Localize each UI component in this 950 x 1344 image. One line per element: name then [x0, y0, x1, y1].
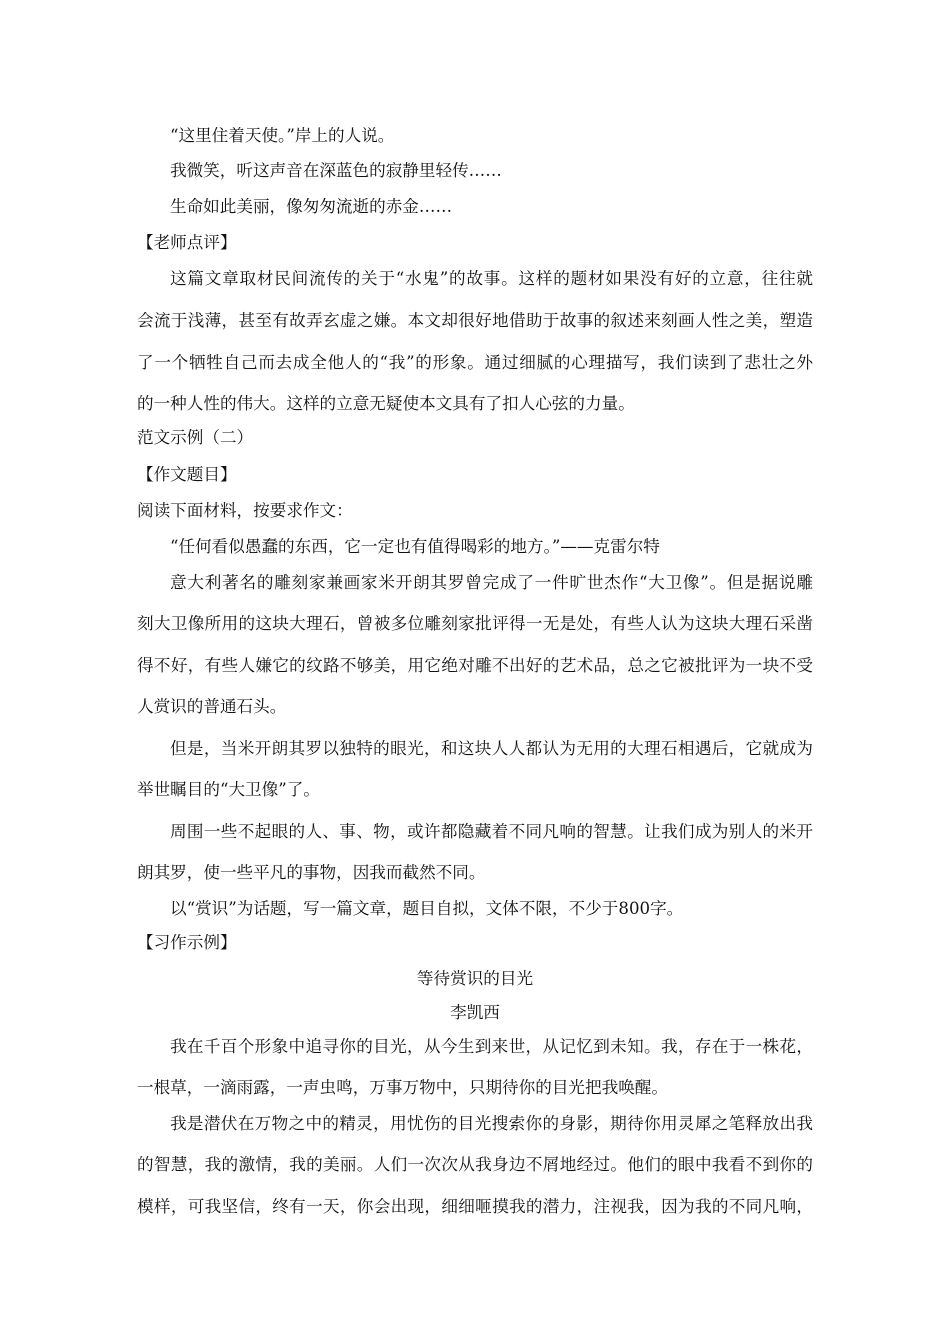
quote: “任何看似愚蠢的东西，它一定也有值得喝彩的地方。”——克雷尔特: [170, 537, 660, 556]
essay-heading: 【习作示例】: [137, 933, 237, 952]
topic-heading: 【作文题目】: [137, 465, 237, 484]
essay-line: 模样，可我坚信，终有一天，你会出现，细细咂摸我的潜力，注视我，因为我的不同凡响，: [137, 1197, 813, 1216]
essay-title: 等待赏识的目光: [416, 969, 534, 988]
writing-task: 以“赏识”为话题，写一篇文章，题目自拟，文体不限，不少于800字。: [170, 899, 684, 918]
material-line: 但是，当米开朗其罗以独特的眼光，和这块人人都认为无用的大理石相遇后，它就成为: [170, 739, 813, 758]
teacher-comment-line: 的一种人性的伟大。这样的立意无疑使本文具有了扣人心弦的力量。: [137, 394, 635, 413]
essay-line: 的智慧，我的激情，我的美丽。人们一次次从我身边不屑地经过。他们的眼中我看不到你的: [137, 1155, 813, 1174]
material-line: 意大利著名的雕刻家兼画家米开朗其罗曾完成了一件旷世杰作“大卫像”。但是据说雕: [170, 573, 813, 592]
material-line: 朗其罗，使一些平凡的事物，因我而截然不同。: [137, 863, 486, 882]
story-line: 我微笑，听这声音在深蓝色的寂静里轻传……: [170, 161, 502, 180]
material-line: 人赏识的普通石头。: [137, 697, 287, 716]
teacher-comment-line: 了一个牺牲自己而去成全他人的“我”的形象。通过细腻的心理描写，我们读到了悲壮之外: [137, 353, 813, 372]
teacher-comment-line: 这篇文章取材民间流传的关于“水鬼”的故事。这样的题材如果没有好的立意，往往就: [170, 269, 813, 288]
essay-line: 一根草，一滴雨露，一声虫鸣，万事万物中，只期待你的目光把我唤醒。: [137, 1078, 668, 1097]
essay-author: 李凯西: [450, 1003, 500, 1022]
story-line: “这里住着天使。”岸上的人说。: [170, 126, 395, 145]
essay-line: 我是潜伏在万物之中的精灵，用忧伤的目光搜索你的身影，期待你用灵犀之笔释放出我: [170, 1114, 813, 1133]
instruction: 阅读下面材料，按要求作文：: [137, 501, 353, 520]
story-line: 生命如此美丽，像匆匆流逝的赤金……: [170, 197, 453, 216]
material-line: 举世瞩目的“大卫像”了。: [137, 780, 320, 799]
teacher-comment-heading: 【老师点评】: [137, 233, 237, 252]
material-line: 周围一些不起眼的人、事、物，或许都隐藏着不同凡响的智慧。让我们成为别人的米开: [170, 822, 813, 841]
teacher-comment-line: 会流于浅薄，甚至有故弄玄虚之嫌。本文却很好地借助于故事的叙述来刻画人性之美，塑造: [137, 311, 813, 330]
essay-line: 我在千百个形象中追寻你的目光，从今生到来世，从记忆到未知。我，存在于一株花，: [170, 1037, 813, 1056]
material-line: 得不好，有些人嫌它的纹路不够美，用它绝对雕不出好的艺术品，总之它被批评为一块不受: [137, 656, 813, 675]
example-title: 范文示例（二）: [137, 428, 254, 447]
material-line: 刻大卫像所用的这块大理石，曾被多位雕刻家批评得一无是处，有些人认为这块大理石采凿: [137, 614, 813, 633]
